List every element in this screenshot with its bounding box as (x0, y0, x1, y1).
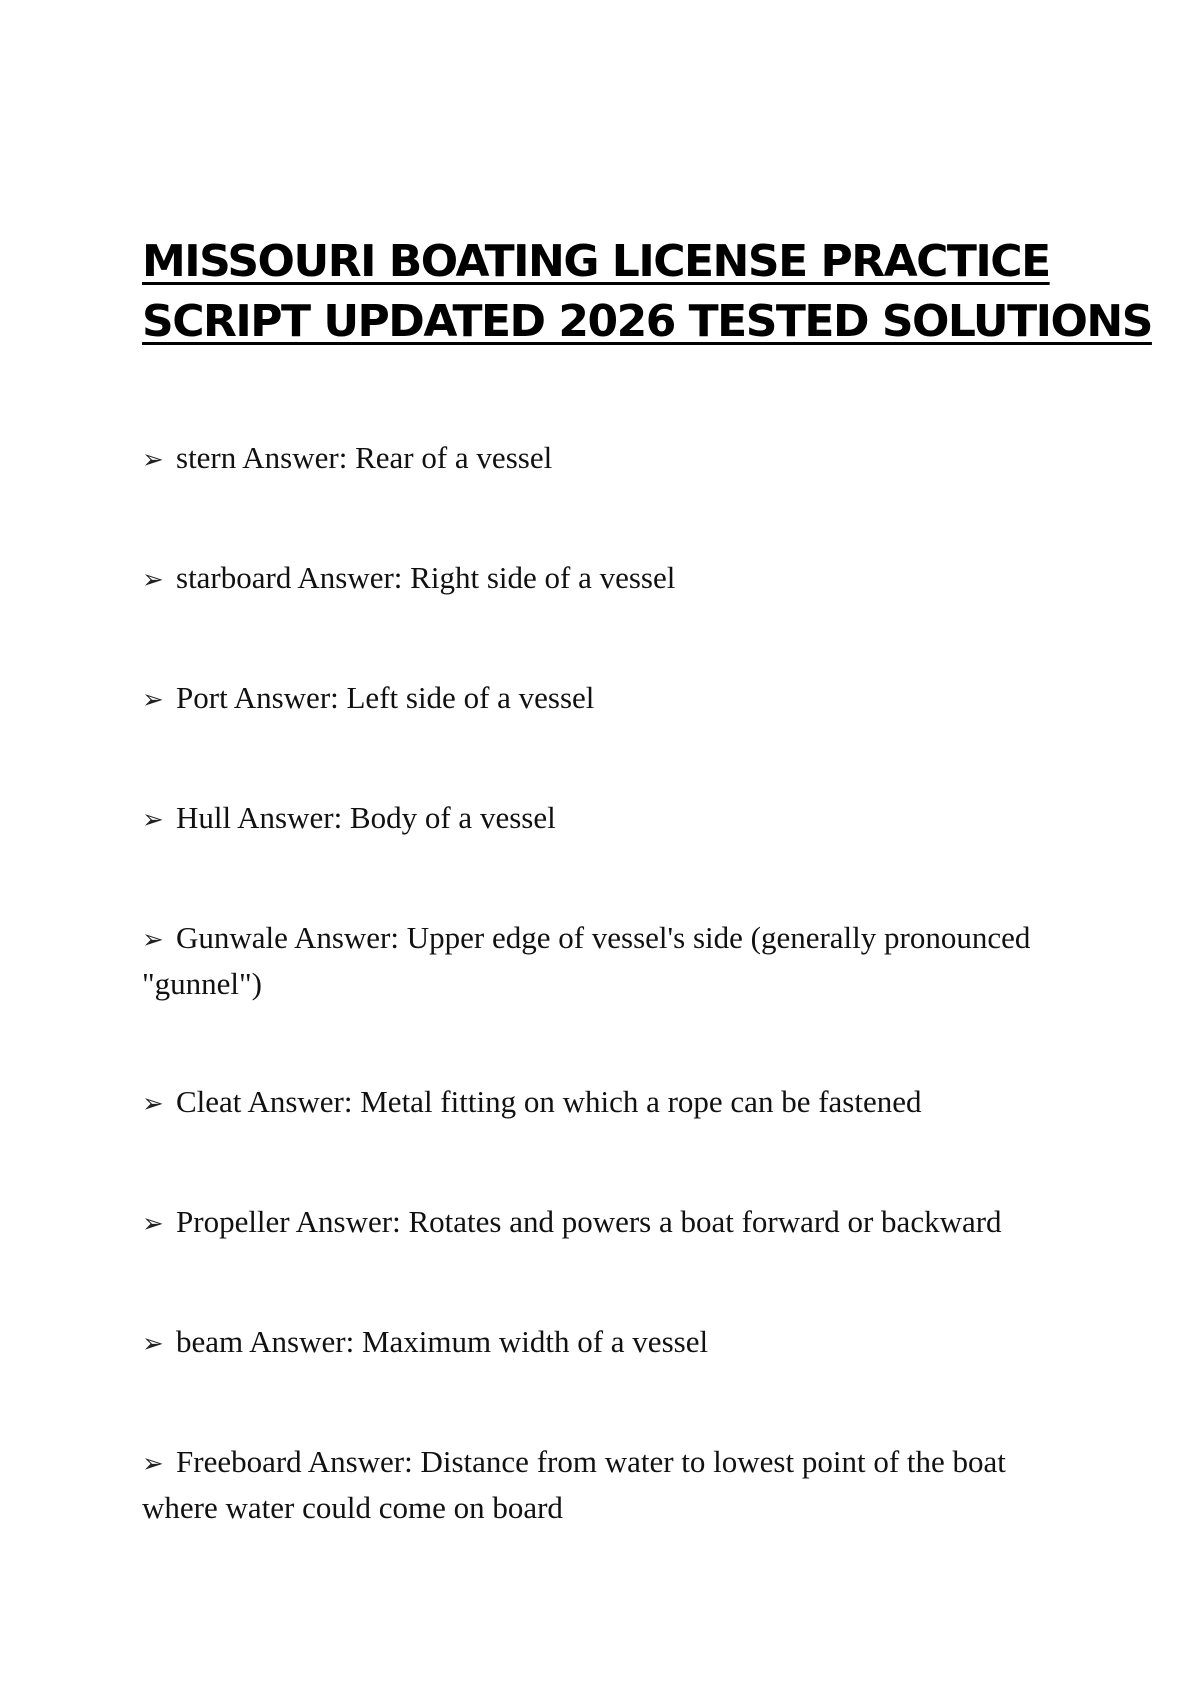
item-text: Freeboard Answer: Distance from water to lowest point of the boat where water could come on board (142, 1444, 1006, 1525)
arrowhead-bullet-icon: ➢ (142, 1209, 164, 1239)
arrowhead-bullet-icon: ➢ (142, 1449, 164, 1479)
item-text: stern Answer: Rear of a vessel (176, 440, 553, 475)
arrowhead-bullet-icon: ➢ (142, 1329, 164, 1359)
item-text: Cleat Answer: Metal fitting on which a rope can be fastened (176, 1084, 922, 1119)
item-text: Gunwale Answer: Upper edge of vessel's side (generally pronounced "gunnel") (142, 920, 1031, 1001)
list-item (142, 1440, 1072, 1529)
item-text: Hull Answer: Body of a vessel (176, 800, 556, 835)
arrowhead-bullet-icon: ➢ (142, 805, 164, 835)
arrowhead-bullet-icon: ➢ (142, 925, 164, 955)
list-item (142, 1200, 1072, 1246)
arrowhead-bullet-icon: ➢ (142, 565, 164, 595)
title-line-2: SCRIPT UPDATED 2026 TESTED SOLUTIONS (142, 296, 1152, 347)
list-item (142, 676, 1072, 722)
item-text: beam Answer: Maximum width of a vessel (176, 1324, 709, 1359)
list-item (142, 796, 1072, 842)
list-item (142, 556, 1072, 602)
arrowhead-bullet-icon: ➢ (142, 445, 164, 475)
arrowhead-bullet-icon: ➢ (142, 1089, 164, 1119)
list-item (142, 1080, 1072, 1126)
item-text: Port Answer: Left side of a vessel (176, 680, 595, 715)
title-line-1: MISSOURI BOATING LICENSE PRACTICE (142, 236, 1050, 287)
list-item (142, 436, 1072, 482)
document-title (142, 232, 1152, 352)
item-text: Propeller Answer: Rotates and powers a boat forward or backward (176, 1204, 1002, 1239)
list-item (142, 1320, 1072, 1366)
arrowhead-bullet-icon: ➢ (142, 685, 164, 715)
list-item (142, 916, 1072, 1005)
item-text: starboard Answer: Right side of a vessel (176, 560, 676, 595)
